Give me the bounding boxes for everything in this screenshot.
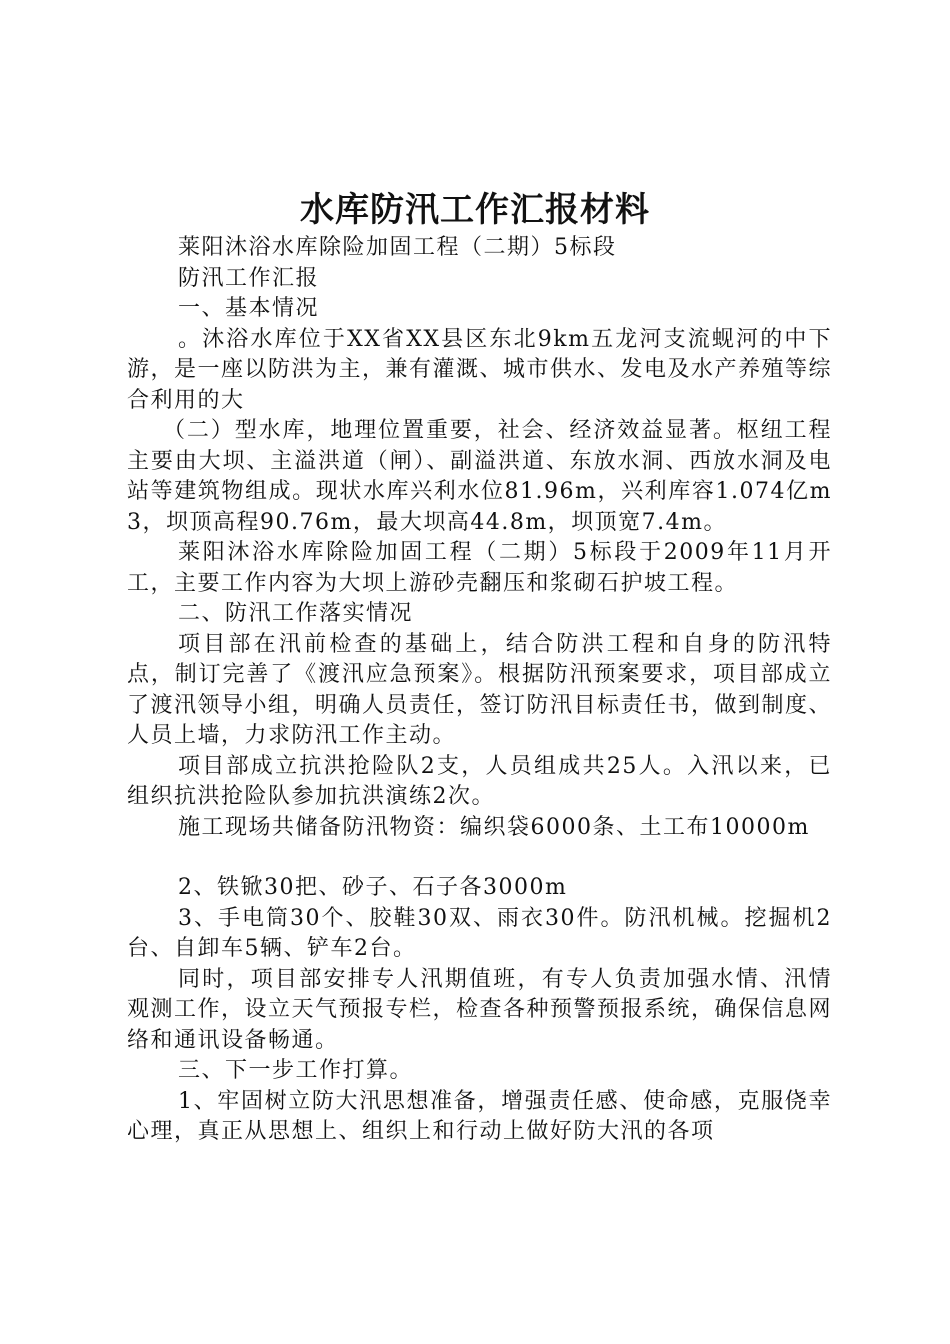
blank-gap <box>127 843 832 873</box>
paragraph-reservoir-details: （二）型水库，地理位置重要，社会、经济效益显著。枢纽工程主要由大坝、主溢洪道（闸）、副溢洪道、东放水洞、西放水洞及电站等建筑物组成。现状水库兴利水位81.96m，兴利库容1.074亿m3，坝顶高程90.76m，最大坝高44.8m，坝顶宽7.4m。 <box>127 418 832 535</box>
paragraph-project-start: 莱阳沐浴水库除险加固工程（二期）5标段于2009年11月开工，主要工作内容为大坝上游砂壳翻压和浆砌石护坡工程。 <box>127 540 832 596</box>
paragraph-materials: 施工现场共储备防汛物资：编织袋6000条、土工布10000m <box>178 814 810 840</box>
section-heading-implementation: 二、防汛工作落实情况 <box>178 601 414 626</box>
paragraph-materials-3: 3、手电筒30个、胶鞋30双、雨衣30件。防汛机械。挖掘机2台、自卸车5辆、铲车2台。 <box>127 905 832 961</box>
paragraph-materials-2: 2、铁锨30把、砂子、石子各3000m <box>178 875 568 900</box>
paragraph-duty-arrangement: 同时，项目部安排专人汛期值班，有专人负责加强水情、汛情观测工作，设立天气预报专栏，检查各种预警预报系统，确保信息网络和通讯设备畅通。 <box>127 966 833 1053</box>
paragraph-project-name: 莱阳沐浴水库除险加固工程（二期）5标段 <box>178 235 617 260</box>
paragraph-report-subtitle: 防汛工作汇报 <box>178 265 320 291</box>
section-heading-basic-situation: 一、基本情况 <box>178 296 320 321</box>
paragraph-rescue-team: 项目部成立抗洪抢险队2支，人员组成共25人。入汛以来，已组织抗洪抢险队参加抗洪演练2次。 <box>127 753 832 809</box>
paragraph-reservoir-location: 。沐浴水库位于XX省XX县区东北9km五龙河支流蚬河的中下游，是一座以防洪为主，兼有灌溉、城市供水、发电及水产养殖等综合利用的大 <box>127 326 833 413</box>
section-heading-next-steps: 三、下一步工作打算。 <box>178 1058 414 1083</box>
document-body <box>127 233 832 1148</box>
paragraph-next-step-1: 1、牢固树立防大汛思想准备，增强责任感、使命感，克服侥幸心理，真正从思想上、组织上和行动上做好防大汛的各项 <box>127 1088 832 1144</box>
document-title: 水库防汛工作汇报材料 <box>300 190 650 230</box>
paragraph-emergency-plan: 项目部在汛前检查的基础上，结合防洪工程和自身的防汛特点，制订完善了《渡汛应急预案》。根据防汛预案要求，项目部成立了渡汛领导小组，明确人员责任，签订防汛目标责任书，做到制度、人员上墙，力求防汛工作主动。 <box>127 631 833 748</box>
